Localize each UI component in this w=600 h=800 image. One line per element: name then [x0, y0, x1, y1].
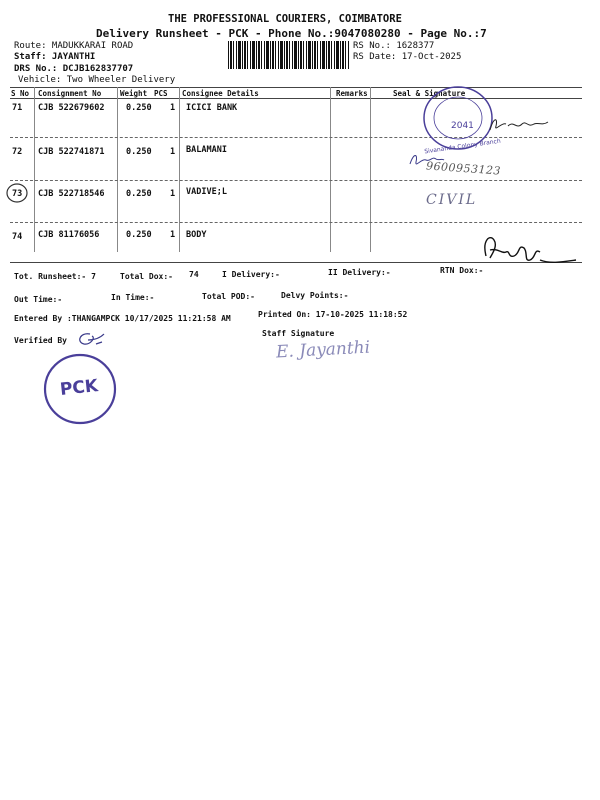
col-consignment: Consignment No: [38, 89, 102, 98]
company-title: THE PROFESSIONAL COURIERS, COIMBATORE: [168, 13, 402, 25]
row-sno: 74: [12, 232, 23, 242]
row-weight: 0.250: [126, 230, 152, 240]
row-pcs: 1: [170, 230, 176, 240]
route-label: Route: MADUKKARAI ROAD: [14, 41, 134, 51]
row-divider: [10, 180, 582, 181]
col-sno: S No: [11, 89, 30, 98]
row-sno: 73: [12, 189, 23, 199]
printed-on: Printed On: 17-10-2025 11:18:52: [258, 310, 408, 319]
out-time: Out Time:-: [14, 295, 63, 304]
row-weight: 0.250: [126, 189, 152, 199]
row-sno: 72: [12, 147, 23, 157]
barcode: [228, 41, 350, 69]
row-consignee: ICICI BANK: [186, 103, 238, 113]
rtn-dox: RTN Dox:-: [440, 266, 484, 275]
i-delivery: I Delivery:-: [222, 270, 280, 279]
row73-circle-mark: [6, 183, 30, 205]
entered-by: Entered By :THANGAMPCK 10/17/2025 11:21:58 AM: [14, 314, 231, 323]
delvy-points: Delvy Points:-: [281, 291, 349, 300]
row-sno: 71: [12, 103, 23, 113]
in-time: In Time:-: [111, 293, 155, 302]
rs-number: RS No.: 1628377: [353, 41, 435, 51]
drs-number: DRS No.: DCJB162837707: [14, 64, 134, 74]
ii-delivery: II Delivery:-: [328, 268, 391, 277]
bank-seal-branch: Sivananda Colony Branch: [423, 137, 502, 156]
row-consignee: BALAMANI: [186, 145, 227, 155]
rs-date: RS Date: 17-Oct-2025: [353, 52, 462, 62]
row-pcs: 1: [170, 189, 176, 199]
signature-row74: [480, 230, 580, 270]
col-sep: [330, 87, 331, 252]
col-seal-signature: Seal & Signature: [393, 89, 466, 98]
total-pod: Total POD:-: [202, 292, 255, 301]
row-weight: 0.250: [126, 103, 152, 113]
verified-by: Verified By: [14, 336, 67, 345]
tot-runsheet: Tot. Runsheet:- 7: [14, 272, 96, 281]
col-pcs: PCS: [154, 89, 168, 98]
bank-seal-number: 2041: [451, 121, 474, 131]
row72-handwritten-phone: 9600953123: [425, 159, 502, 178]
row-consignee: VADIVE;L: [186, 187, 227, 197]
col-sep: [370, 87, 371, 252]
row-divider: [10, 222, 582, 223]
col-remarks: Remarks: [336, 89, 368, 98]
col-sep: [34, 87, 35, 252]
pck-stamp-text: PCK: [59, 376, 100, 400]
row-consignee: BODY: [186, 230, 207, 240]
runsheet-subtitle: Delivery Runsheet - PCK - Phone No.:9047080280 - Page No.:7: [96, 27, 487, 40]
verifier-signature: [72, 328, 108, 350]
staff-handwritten-signature: E. Jayanthi: [275, 337, 371, 363]
vehicle-label: Vehicle: Two Wheeler Delivery: [18, 75, 176, 85]
signature-row71: [488, 112, 558, 136]
col-weight: Weight: [120, 89, 148, 98]
staff-label: Staff: JAYANTHI: [14, 52, 96, 62]
row-consignment: CJB 81176056: [38, 230, 100, 240]
total-dox-value: 74: [189, 270, 199, 279]
total-dox-label: Total Dox:-: [120, 272, 173, 281]
row-weight: 0.250: [126, 147, 152, 157]
row-pcs: 1: [170, 103, 176, 113]
row-consignment: CJB 522679602: [38, 103, 105, 113]
row-pcs: 1: [170, 147, 176, 157]
col-sep: [117, 87, 118, 252]
row-consignment: CJB 522741871: [38, 147, 105, 157]
staff-signature-label: Staff Signature: [262, 329, 335, 338]
col-sep: [179, 87, 180, 252]
row73-handwritten-note: CIVIL: [426, 192, 478, 208]
row-consignment: CJB 522718546: [38, 189, 105, 199]
col-consignee: Consignee Details: [182, 89, 259, 98]
